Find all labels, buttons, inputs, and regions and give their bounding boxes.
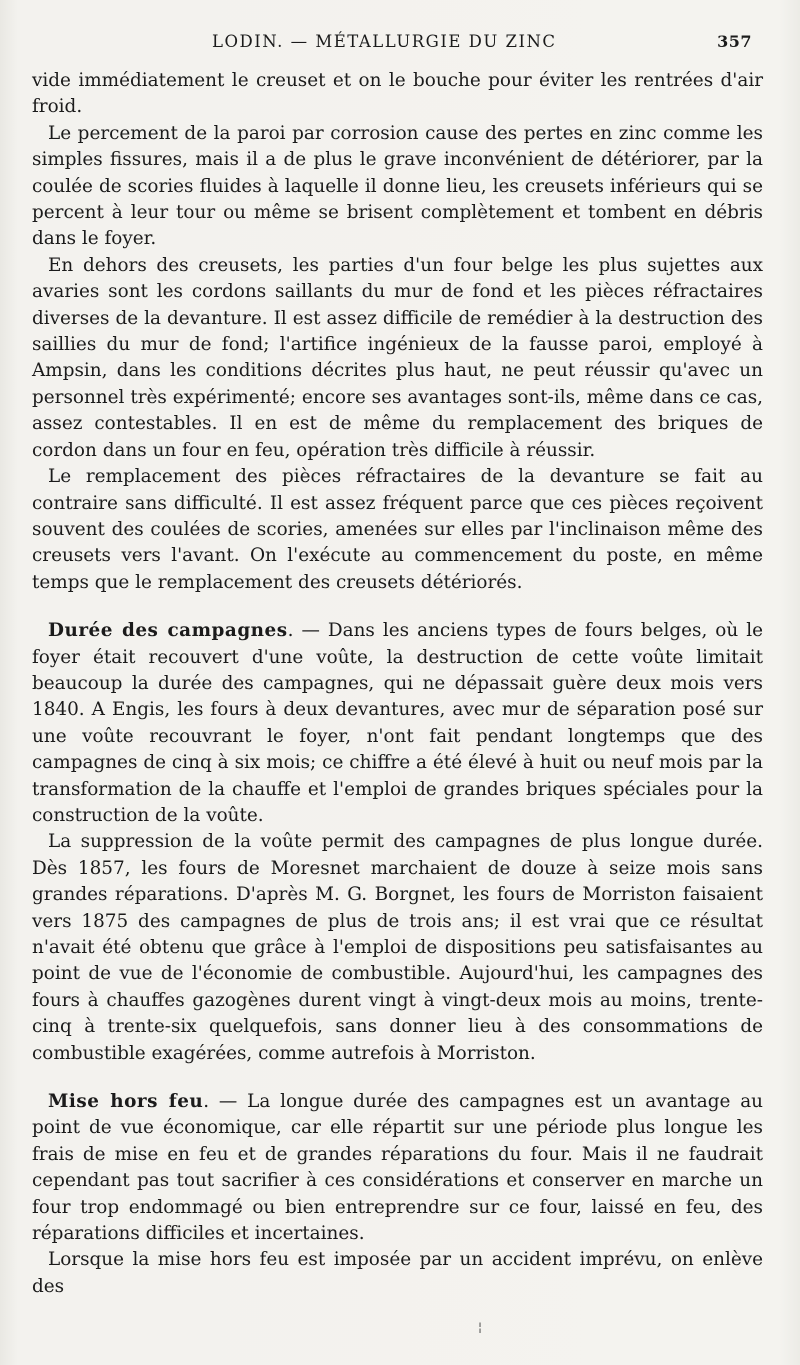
running-header (34, 30, 762, 56)
section-mise-lead-text: . — La longue durée des campagnes est un avantage au point de vue économique, car elle répartit sur une période plus longue les frais de mise en feu et de grandes réparations du four. Mais il ne faudrait cependant pas tout sacrifier à ces considérations et conserver en marche un four trop endommagé ou bien entreprendre sur ce four, laissé en feu, des réparations difficiles et incertaines. (32, 1091, 763, 1245)
paragraph-4: Le remplacement des pièces réfractaires de la devanture se fait au contraire sans difficulté. Il est assez fréquent parce que ces pièces reçoivent souvent des coulées de scories, amenées sur elles par l'inclinaison même des creusets vers l'avant. On l'exécute au commencement du poste, en même temps que le remplacement des creusets détériorés. (32, 466, 763, 593)
section-duree-lead-text: . — Dans les anciens types de fours belges, où le foyer était recouvert d'une voûte, la destruction de cette voûte limitait beaucoup la durée des campagnes, qui ne dépassait guère deux mois vers 1840. A Engis, les fours à deux devantures, avec mur de séparation posé sur une voûte recouvrant le foyer, n'ont fait pendant longtemps que des campagnes de cinq à six mois; ce chiffre a été élevé à huit ou neuf mois par la transformation de la chauffe et l'emploi de grandes briques spéciales pour la construction de la voûte. (32, 620, 764, 826)
body-text (32, 68, 763, 1300)
footer-mark: ¦ (478, 1320, 483, 1334)
paragraph-3: En dehors des creusets, les parties d'un four belge les plus sujettes aux avaries sont les cordons saillants du mur de fond et les pièces réfractaires diverses de la devanture. Il est assez difficile de remédier à la destruction des saillies du mur de fond; l'artifice ingénieux de la fausse paroi, employé à Ampsin, dans les conditions décrites plus haut, ne peut réussir qu'avec un personnel très expérimenté; encore ses avantages sont-ils, même dans ce cas, assez contestables. Il en est de même du remplacement des briques de cordon dans un four en feu, opération très difficile à réussir. (32, 254, 763, 461)
section-heading-mise-hors-feu: Mise hors feu (48, 1091, 204, 1113)
section-heading-duree: Durée des campagnes (48, 620, 288, 642)
section-mise-paragraph: Lorsque la mise hors feu est imposée par un accident imprévu, on enlève des (32, 1249, 763, 1297)
paragraph-2: Le percement de la paroi par corrosion cause des pertes en zinc comme les simples fissures, mais il a de plus le grave inconvénient de détériorer, par la coulée de scories fluides à laquelle il donne lieu, les creusets inférieurs qui se percent à leur tour ou même se brisent complètement et tombent en débris dans le foyer. (32, 122, 763, 250)
section-mise-lead-paragraph (32, 1089, 763, 1247)
section-duree-paragraph: La suppression de la voûte permit des campagnes de plus longue durée. Dès 1857, les fours de Moresnet marchaient de douze à seize mois sans grandes réparations. D'après M. G. Borgnet, les fours de Morriston faisaient vers 1875 des campagnes de plus de trois ans; il est vrai que ce résultat n'avait été obtenu que grâce à l'emploi de dispositions peu satisfaisantes au point de vue de l'économie de combustible. Aujourd'hui, les campagnes des fours à chauffes gazogènes durent vingt à vingt-deux mois au moins, trente-cinq à trente-six quelquefois, sans donner lieu à des consommations de combustible exagérées, comme autrefois à Morriston. (32, 831, 763, 1064)
section-duree-lead-paragraph (32, 618, 763, 829)
paragraph-1: vide immédiatement le creuset et on le bouche pour éviter les rentrées d'air froid. (32, 70, 763, 118)
running-title: LODIN. — MÉTALLURGIE DU ZINC (212, 32, 557, 51)
page-number: 357 (717, 32, 752, 51)
